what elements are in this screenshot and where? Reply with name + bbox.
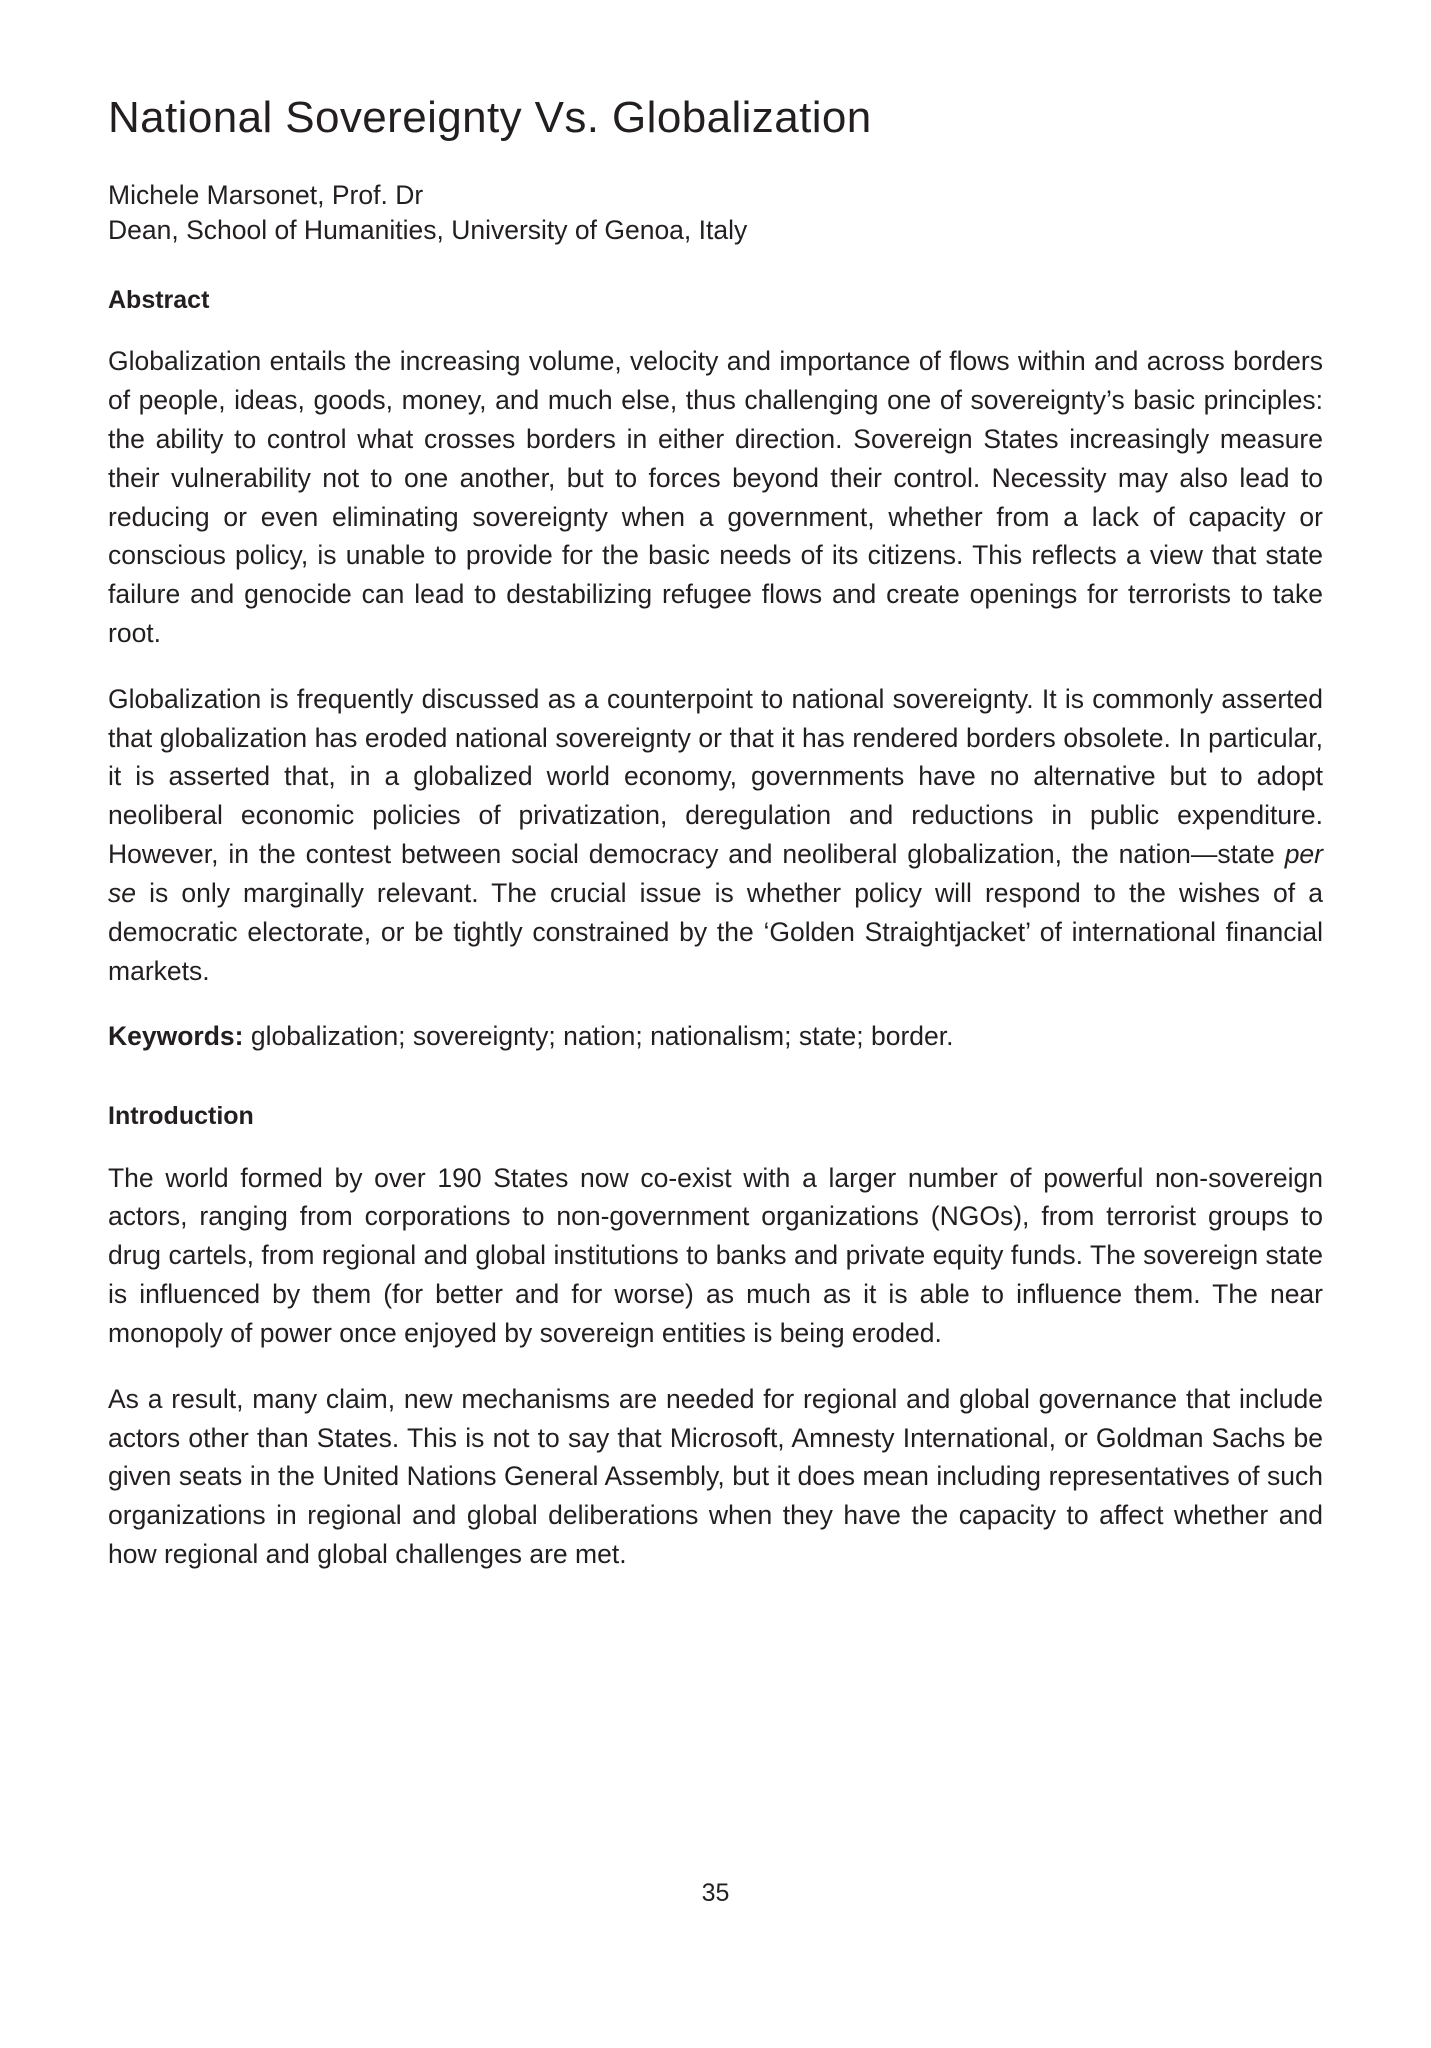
author-block (108, 178, 1323, 248)
abstract-heading: Abstract (108, 285, 210, 314)
keywords-line (108, 1017, 1323, 1056)
abstract-paragraph-2-part-1: Globalization is frequently discussed as a counterpoint to national sovereignty. It is commonly asserted that globalization has eroded national sovereignty or that it has rendered borders obsolete. In particular, it is asserted that, in a globalized world economy, governments have no alternative but to adopt neoliberal economic policies of privatization, deregulation and reductions in public expenditure. However, in the contest between social democracy and neoliberal globalization, the nation—state (108, 683, 1323, 870)
introduction-heading: Introduction (108, 1102, 254, 1131)
page-title: National Sovereignty Vs. Globalization (108, 93, 872, 142)
abstract-paragraph-1: Globalization entails the increasing volume, velocity and importance of flows within and across borders of people, ideas, goods, money, and much else, thus challenging one of sovereignty’s basic principles: the ability to control what crosses borders in either direction. Sovereign States increasingly measure their vulnerability not to one another, but to forces beyond their control. Necessity may also lead to reducing or even eliminating sovereignty when a government, whether from a lack of capacity or conscious policy, is unable to provide for the basic needs of its citizens. This reflects a view that state failure and genocide can lead to destabilizing refugee flows and create openings for terrorists to take root. (108, 346, 1323, 649)
abstract-paragraph-2-part-2: is only marginally relevant. The crucial issue is whether policy will respond to the wishes of a democratic electorate, or be tightly constrained by the ‘Golden Straightjacket’ of international financial markets. (108, 877, 1323, 986)
abstract-paragraph-2 (108, 680, 1323, 991)
keywords-label: Keywords: (108, 1021, 244, 1052)
keywords-values: globalization; sovereignty; nation; nationalism; state; border. (243, 1021, 954, 1052)
abstract-paragraph-2-italic-term: per se (108, 839, 1323, 908)
page-number: 35 (701, 1879, 730, 1907)
author-name: Michele Marsonet, Prof. Dr (108, 179, 424, 210)
introduction-paragraph-1: The world formed by over 190 States now co-exist with a larger number of powerful non-sovereign actors, ranging from corporations to non-government organizations (NGOs), from terrorist groups to drug cartels, from regional and global institutions to banks and private equity funds. The sovereign state is influenced by them (for better and for worse) as much as it is able to influence them. The near monopoly of power once enjoyed by sovereign entities is being eroded. (108, 1162, 1323, 1348)
introduction-paragraph-2: As a result, many claim, new mechanisms are needed for regional and global governance that include actors other than States. This is not to say that Microsoft, Amnesty International, or Goldman Sachs be given seats in the United Nations General Assembly, but it does mean including representatives of such organizations in regional and global deliberations when they have the capacity to affect whether and how regional and global challenges are met. (108, 1383, 1323, 1569)
page-content (108, 0, 1323, 1574)
author-affiliation: Dean, School of Humanities, University of Genoa, Italy (108, 214, 748, 245)
